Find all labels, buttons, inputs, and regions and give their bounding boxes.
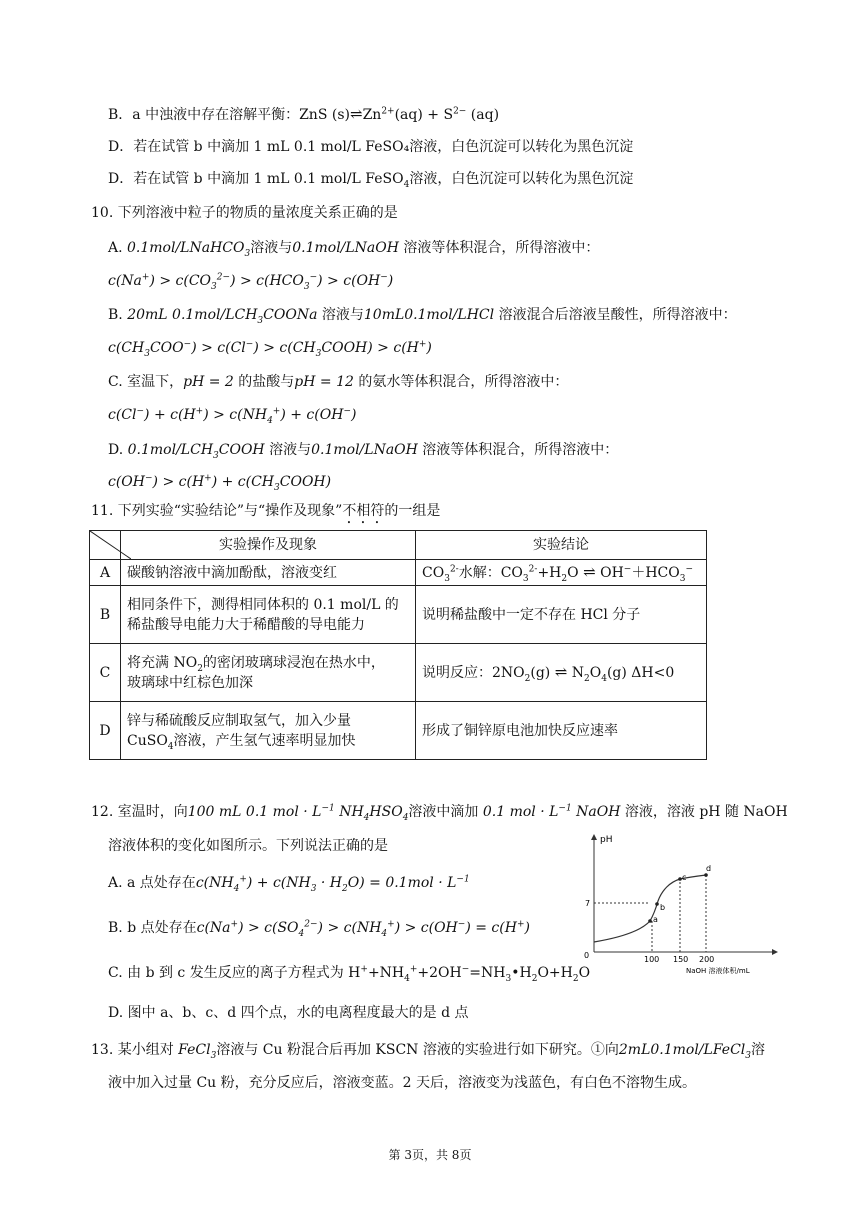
y-axis-arrow <box>591 834 597 840</box>
row-conclusion: 说明稀盐酸中一定不存在 HCl 分子 <box>416 586 707 644</box>
label-a: a <box>653 915 658 924</box>
point-b <box>655 902 659 906</box>
q13-stem-2: 液中加入过量 Cu 粉，充分反应后，溶液变蓝。2 天后，溶液变为浅蓝色，有白色不溶物生成。 <box>108 1075 696 1091</box>
table-corner-cell <box>90 531 121 560</box>
row-label: A <box>90 560 121 586</box>
q13-stem: 13. 某小组对 FeCl$_3$溶液与 Cu 粉混合后再加 KSCN 溶液的实验进行如下研究。①向2mL0.1mol/LFeCl$_3$溶 <box>91 1042 765 1061</box>
table-header-conclusion: 实验结论 <box>416 531 707 560</box>
row-conclusion: 说明反应：$2NO_2(g)$ ⇌ $N_2O_4(g)$ ΔH<0 <box>416 644 707 702</box>
q12-option-b: B. b 点处存在$c(Na^+) > c(SO_4^{2-}) > c(NH_4^+) > c(OH^-) = c(H^+)$ <box>108 919 530 939</box>
label-d: d <box>706 864 712 873</box>
table-row <box>90 644 707 702</box>
point-a <box>648 919 652 923</box>
x-axis-arrow <box>772 949 778 955</box>
q10-option-b-relation: $c(CH_3COO^-) > c(Cl^-)$ > $c(CH_3COOH) > c(H^+)$ <box>108 339 432 359</box>
row-label: B <box>90 586 121 644</box>
diagonal-line <box>90 531 131 559</box>
row-operation: 将充满 $NO_2$的密闭玻璃球浸泡在热水中， 玻璃球中红棕色加深 <box>121 644 416 702</box>
q9-option-d: D．若在试管 b 中滴加 1 mL 0.1 mol/L FeSO$_4$溶液，白色沉淀可以转化为黑色沉淀 <box>108 171 634 190</box>
q10-option-d-relation: $c(OH^-) > c(H^+) + c(CH_3COOH)$ <box>108 473 332 493</box>
table-row <box>90 586 707 644</box>
row-conclusion: $CO_3^{2-}$水解：$CO_3^{2-}+H_2O$ ⇌ $OH^-+HCO_3^-$ <box>416 560 707 586</box>
q12-option-a: A. a 点处存在$c(NH_4^+) + c(NH_3 \cdot H_2O) = 0.1mol \cdot L^{-1}$ <box>108 874 470 894</box>
y-axis-label: pH <box>600 835 613 845</box>
row-operation: 相同条件下，测得相同体积的 0.1 mol/L 的 稀盐酸导电能力大于稀醋酸的导电能力 <box>121 586 416 644</box>
x-tick-200: 200 <box>699 955 715 964</box>
table-header-row <box>90 531 707 560</box>
x-axis-label: NaOH 溶液体积/mL <box>686 967 750 975</box>
label-b: b <box>660 903 666 912</box>
table-header-operation: 实验操作及现象 <box>121 531 416 560</box>
q10-option-a: A. 0.1mol/LNaHCO$_3$溶液与0.1mol/LNaOH 溶液等体积混合，所得溶液中： <box>108 240 600 259</box>
q12-option-c: C. 由 b 到 c 发生反应的离子方程式为 $H^++NH_4^++2OH^-=NH_3•H_2O+H_2O$ <box>108 964 591 984</box>
page-footer: 第 3页，共 8页 <box>388 1148 472 1162</box>
q10-option-b: B. 20mL $0.1mol/LCH_3COONa$ 溶液与10mL0.1mol/LHCl 溶液混合后溶液呈酸性，所得溶液中： <box>108 307 737 326</box>
row-operation: 碳酸钠溶液中滴加酚酞，溶液变红 <box>121 560 416 586</box>
label-c: c <box>682 873 687 882</box>
titration-chart <box>578 828 778 976</box>
x-tick-100: 100 <box>644 955 660 964</box>
q9-option-c: D．若在试管 b 中滴加 1 mL 0.1 mol/L FeSO₄溶液，白色沉淀可以转化为黑色沉淀 <box>108 139 634 155</box>
ph-curve <box>594 875 706 942</box>
q12-stem: 12. 室温时，向100 mL 0.1 mol · $L^{-1}$ $NH_4HSO_4$溶液中滴加 0.1 mol · $L^{-1}$ NaOH 溶液，溶液 pH 随 NaOH <box>91 803 788 823</box>
y-tick-7: 7 <box>585 899 591 908</box>
row-label: C <box>90 644 121 702</box>
table-row <box>90 702 707 760</box>
q10-option-c: C. 室温下，pH = 2 的盐酸与pH = 12 的氨水等体积混合，所得溶液中： <box>108 374 569 390</box>
row-label: D <box>90 702 121 760</box>
q10-option-d: D. $0.1mol/LCH_3COOH$ 溶液与0.1mol/LNaOH 溶液等体积混合，所得溶液中： <box>108 442 619 461</box>
q12-option-d: D. 图中 a、b、c、d 四个点，水的电离程度最大的是 d 点 <box>108 1005 469 1021</box>
row-operation: 锌与稀硫酸反应制取氢气，加入少量 CuSO$_4$溶液，产生氢气速率明显加快 <box>121 702 416 760</box>
q10-stem: 10. 下列溶液中粒子的物质的量浓度关系正确的是 <box>91 205 398 221</box>
point-d <box>704 873 708 877</box>
origin-label: 0 <box>584 951 590 960</box>
q10-option-a-relation: $c(Na^+) > c(CO_3^{2-}) > c(HCO_3^-) > c(OH^-)$ <box>108 272 394 292</box>
q11-stem: 11. 下列实验“实验结论”与“操作及现象”不相符的一组是 <box>91 503 441 519</box>
x-tick-150: 150 <box>673 955 689 964</box>
q11-table <box>89 530 707 760</box>
q10-option-c-relation: $c(Cl^-) + c(H^+) > c(NH_4^+) + c(OH^-)$ <box>108 406 357 426</box>
row-conclusion: 形成了铜锌原电池加快反应速率 <box>416 702 707 760</box>
q12-stem-2: 溶液体积的变化如图所示。下列说法正确的是 <box>108 838 388 854</box>
q9-option-b: B．a 中浊液中存在溶解平衡：ZnS $(s)\rightleftharpoons Zn^{2+}(aq) + S^{2-}$ (aq) <box>108 105 500 123</box>
table-row <box>90 560 707 586</box>
